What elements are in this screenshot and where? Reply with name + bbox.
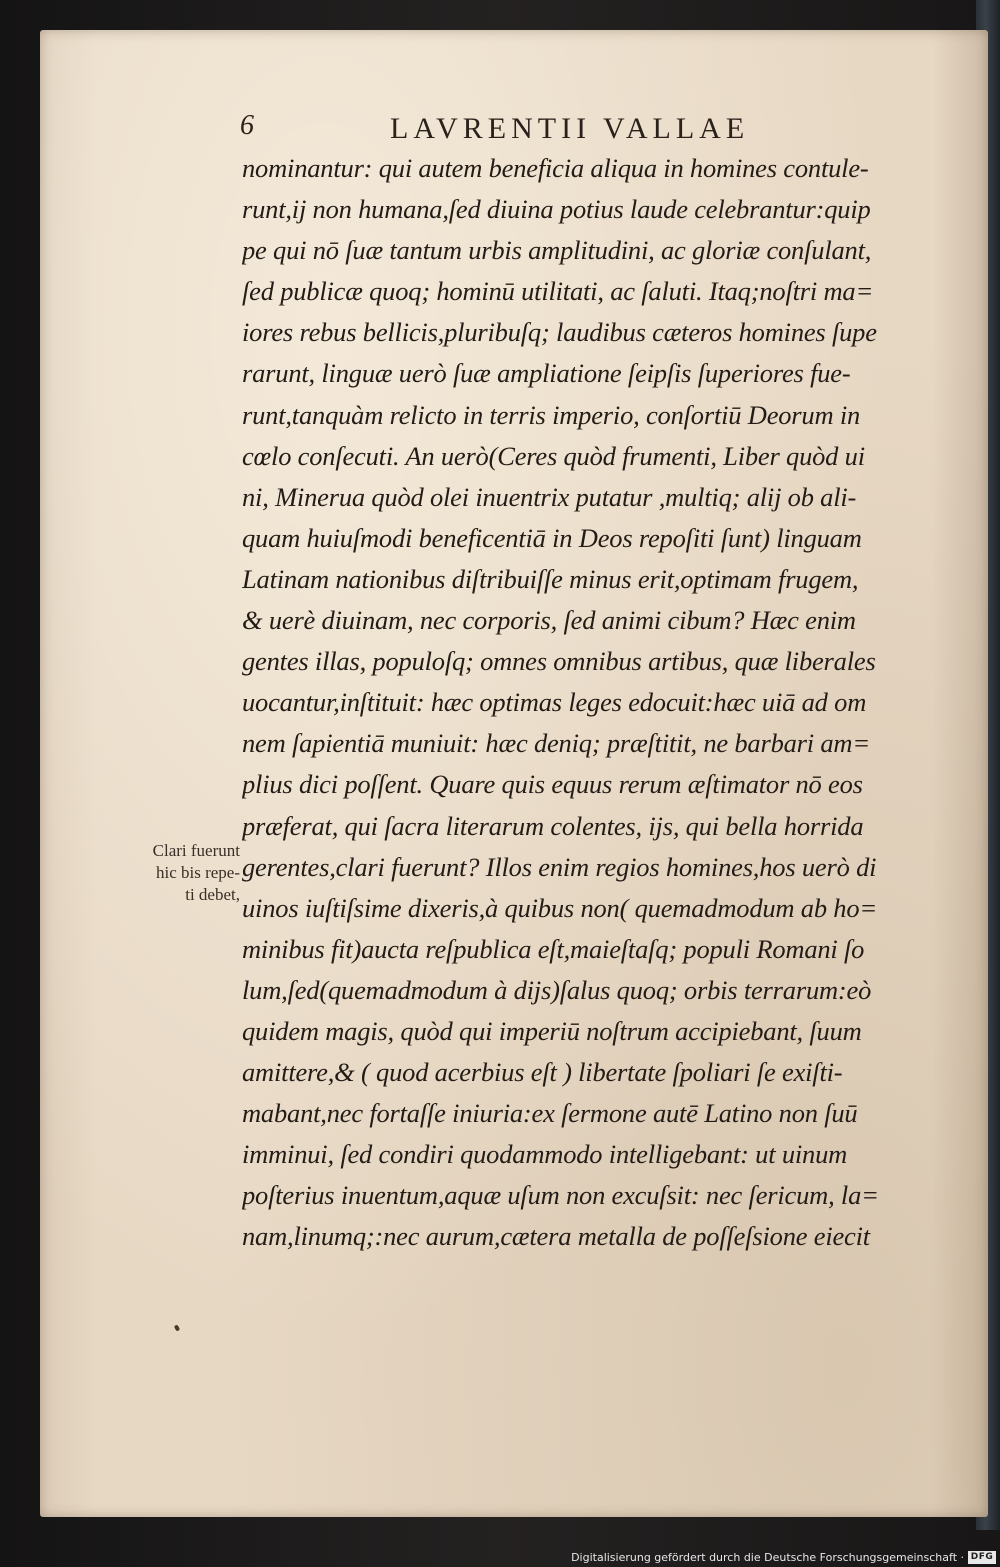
text-line: quam huiuſmodi beneficentiā in Deos repoſiti ſunt) linguam <box>242 522 862 553</box>
body-text <box>242 148 932 1258</box>
text-line: runt,tanquàm relicto in terris imperio, conſortiū Deorum in <box>242 399 861 430</box>
text-line: præferat, qui ſacra literarum colentes, ijs, qui bella horrida <box>242 810 864 841</box>
text-line: runt,ij non humana,ſed diuina potius laude celebrantur:quip <box>242 194 871 225</box>
text-line: uinos iuſtiſsime dixeris,à quibus non( quemadmodum ab ho= <box>242 892 878 923</box>
text-line: ni, Minerua quòd olei inuentrix putatur ,multiq; alij ob ali- <box>242 481 857 512</box>
text-line: nam,linumq;:nec aurum,cætera metalla de poſſeſsione eiecit <box>242 1221 870 1252</box>
marginal-note-line: hic bis repe- <box>155 863 240 882</box>
text-line: imminui, ſed condiri quodammodo intelligebant: ut uinum <box>242 1139 848 1170</box>
text-line: gentes illas, populoſq; omnes omnibus artibus, quæ liberales <box>242 646 876 677</box>
text-line: amittere,& ( quod acerbius eſt ) libertate ſpoliari ſe exiſti- <box>242 1057 843 1088</box>
text-line: iores rebus bellicis,pluribuſq; laudibus cæteros homines ſupe <box>242 317 877 348</box>
page-header <box>240 110 800 150</box>
text-line: uocantur,inſtituit: hæc optimas leges edocuit:hæc uiā ad om <box>242 687 867 718</box>
text-line: poſterius inuentum,aquæ uſum non excuſsit: nec ſericum, la= <box>242 1180 879 1211</box>
text-line: ſed publicæ quoq; hominū utilitati, ac ſaluti. Itaq;noſtri ma= <box>242 276 874 307</box>
text-line: pe qui nō ſuæ tantum urbis amplitudini, ac gloriæ conſulant, <box>242 235 872 266</box>
text-line: nem ſapientiā muniuit: hæc deniq; præſtitit, ne barbari am= <box>242 728 871 759</box>
digitization-credit: Digitalisierung gefördert durch die Deutsche Forschungsgemeinschaft · <box>571 1551 964 1564</box>
text-line: rarunt, linguæ uerò ſuæ ampliatione ſeipſis ſuperiores fue- <box>242 358 851 389</box>
marginal-note <box>100 840 240 906</box>
marginal-note-line: ti debet, <box>185 885 240 904</box>
running-head: LAVRENTII VALLAE <box>390 112 750 145</box>
dfg-logo: DFG <box>968 1551 996 1564</box>
book-page <box>40 30 988 1517</box>
text-line: cœlo conſecuti. An uerò(Ceres quòd frumenti, Liber quòd ui <box>242 440 865 471</box>
text-line: nominantur: qui autem beneficia aliqua in homines contule- <box>242 153 869 183</box>
text-line: mabant,nec fortaſſe iniuria:ex ſermone autē Latino non ſuū <box>242 1098 858 1129</box>
text-line: gerentes,clari fuerunt? Illos enim regios homines,hos uerò di <box>242 851 877 882</box>
text-line: & uerè diuinam, nec corporis, ſed animi cibum? Hæc enim <box>242 605 856 636</box>
text-line: quidem magis, quòd qui imperiū noſtrum accipiebant, ſuum <box>242 1015 862 1046</box>
text-line: minibus fit)aucta reſpublica eſt,maieſtaſq; populi Romani ſo <box>242 933 865 964</box>
text-line: Latinam nationibus diſtribuiſſe minus erit,optimam frugem, <box>242 563 859 594</box>
text-line: lum,ſed(quemadmodum à dijs)ſalus quoq; orbis terrarum:eò <box>242 974 872 1005</box>
text-line: plius dici poſſent. Quare quis equus rerum æſtimator nō eos <box>242 769 863 800</box>
paper-speck <box>174 1324 180 1331</box>
marginal-note-line: Clari fuerunt <box>152 841 240 860</box>
page-number: 6 <box>240 110 254 141</box>
